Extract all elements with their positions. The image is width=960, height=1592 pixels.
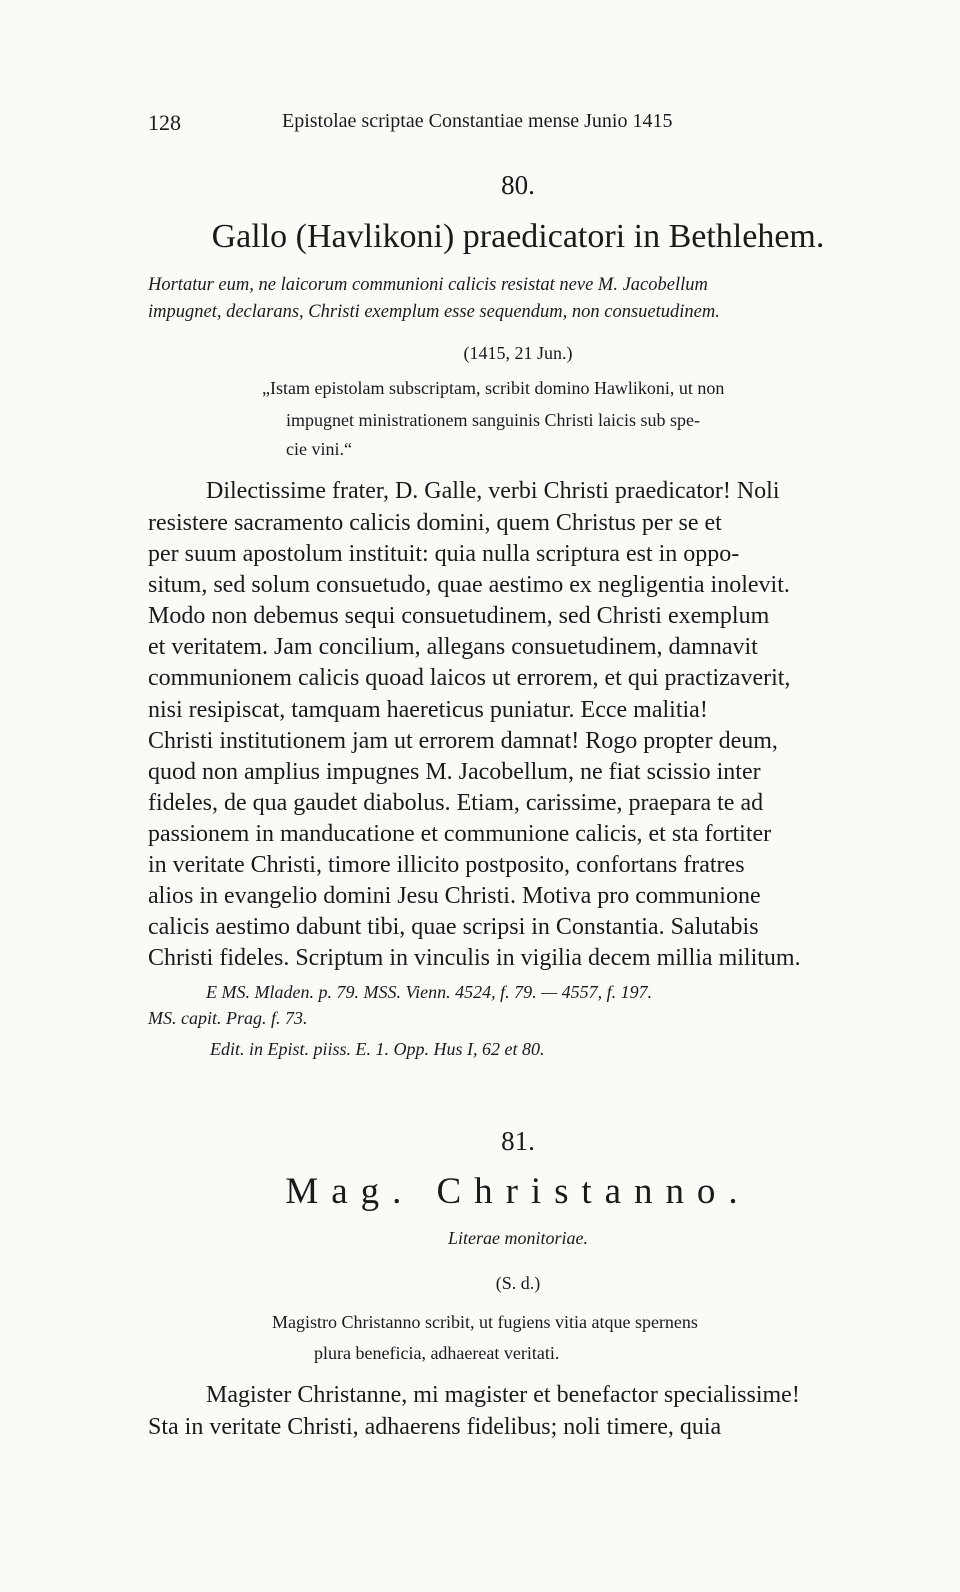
letter-80-body-line: quod non amplius impugnes M. Jacobellum, ne fiat scissio inter xyxy=(148,759,761,785)
letter-80-summary-line: impugnet, declarans, Christi exemplum esse sequendum, non consuetudinem. xyxy=(148,302,720,322)
letter-80-body-line: Dilectissime frater, D. Galle, verbi Christi praedicator! Noli xyxy=(206,478,780,504)
letter-80-number: 80. xyxy=(501,170,535,200)
letter-80-body-line: communionem calicis quoad laicos ut errorem, et qui practizaverit, xyxy=(148,665,791,691)
letter-81-rubric-line: plura beneficia, adhaereat veritati. xyxy=(314,1343,560,1363)
letter-80-body-line: et veritatem. Jam concilium, allegans consuetudinem, damnavit xyxy=(148,634,758,660)
running-title: Epistolae scriptae Constantiae mense Junio 1415 xyxy=(282,110,673,132)
letter-80-body-line: situm, sed solum consuetudo, quae aestimo ex negligentia inolevit. xyxy=(148,572,790,598)
letter-81-date: (S. d.) xyxy=(495,1273,541,1293)
letter-80-body-line: per suum apostolum instituit: quia nulla scriptura est in oppo- xyxy=(148,541,740,567)
letter-81-body-line: Sta in veritate Christi, adhaerens fidelibus; noli timere, quia xyxy=(148,1414,722,1440)
letter-80-body-line: in veritate Christi, timore illicito postposito, confortans fratres xyxy=(148,852,745,878)
letter-80-body-line: resistere sacramento calicis domini, quem Christus per se et xyxy=(148,510,722,536)
letter-80-rubric-line: „Istam epistolam subscriptam, scribit domino Hawlikoni, ut non xyxy=(262,378,725,398)
letter-81-subtitle: Literae monitoriae. xyxy=(448,1228,588,1248)
letter-80-body-line: nisi resipiscat, tamquam haereticus puniatur. Ecce malitia! xyxy=(148,697,708,723)
letter-80-body-line: Modo non debemus sequi consuetudinem, sed Christi exemplum xyxy=(148,603,770,629)
letter-80-edition-line: Edit. in Epist. piiss. E. 1. Opp. Hus I, 62 et 80. xyxy=(210,1039,545,1059)
letter-81-rubric-line: Magistro Christanno scribit, ut fugiens vitia atque spernens xyxy=(272,1312,698,1332)
letter-80-source-line: MS. capit. Prag. f. 73. xyxy=(148,1008,308,1028)
letter-80-body-line: passionem in manducatione et communione calicis, et sta fortiter xyxy=(148,821,772,847)
letter-80-body-line: Christi fideles. Scriptum in vinculis in vigilia decem millia militum. xyxy=(148,945,801,971)
letter-80-source-line: E MS. Mladen. p. 79. MSS. Vienn. 4524, f. 79. — 4557, f. 197. xyxy=(206,982,653,1002)
letter-81-number: 81. xyxy=(501,1126,535,1156)
letter-80-summary-line: Hortatur eum, ne laicorum communioni calicis resistat neve M. Jacobellum xyxy=(148,275,708,295)
letter-80-rubric-line: cie vini.“ xyxy=(286,439,352,459)
letter-80-body-line: Christi institutionem jam ut errorem damnat! Rogo propter deum, xyxy=(148,728,778,754)
letter-80-body-line: fideles, de qua gaudet diabolus. Etiam, carissime, praepara te ad xyxy=(148,790,764,816)
letter-80-body-line: alios in evangelio domini Jesu Christi. Motiva pro communione xyxy=(148,883,761,909)
letter-81-title: Mag. Christanno. xyxy=(285,1171,751,1212)
letter-80-rubric-line: impugnet ministrationem sanguinis Christi laicis sub spe- xyxy=(286,410,700,430)
page-number: 128 xyxy=(148,110,181,135)
letter-81-body-line: Magister Christanne, mi magister et benefactor specialissime! xyxy=(206,1382,800,1408)
letter-80-title: Gallo (Havlikoni) praedicatori in Bethlehem. xyxy=(211,218,825,255)
letter-80-body-line: calicis aestimo dabunt tibi, quae scripsi in Constantia. Salutabis xyxy=(148,914,759,940)
letter-80-date: (1415, 21 Jun.) xyxy=(463,343,573,363)
